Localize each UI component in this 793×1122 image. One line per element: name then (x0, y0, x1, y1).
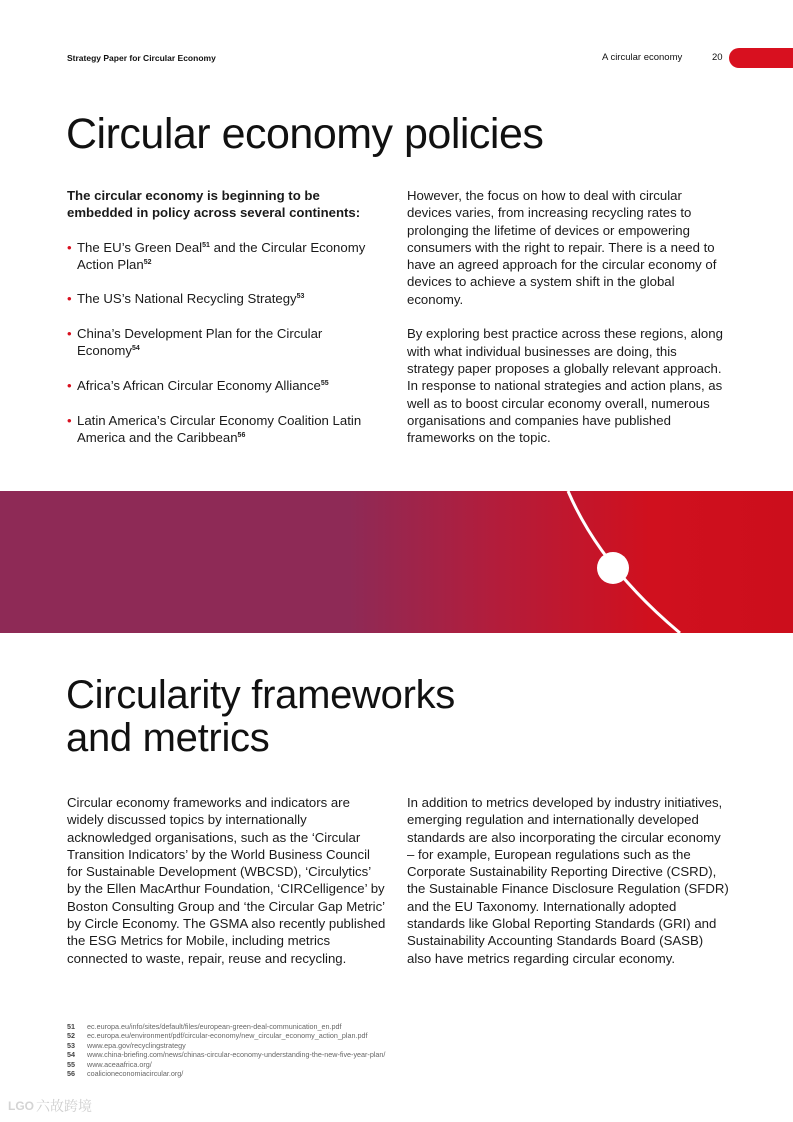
footnote: 51 ec.europa.eu/info/sites/default/files/european-green-deal-communication_en.pdf (67, 1022, 342, 1031)
footnote: 56 coalicioneconomiacircular.org/ (67, 1069, 184, 1079)
bullet-icon: • (67, 326, 72, 342)
bullet-icon: • (67, 377, 72, 393)
footnote: 54 www.china-briefing.com/news/chinas-circular-economy-understanding-the-new-five-year-plan/ (67, 1050, 386, 1060)
policies-right-column (407, 187, 727, 446)
footnote: 55 www.aceaafrica.org/ (67, 1059, 152, 1069)
footnote-link[interactable]: www.china-briefing.com/news/chinas-circular-economy-understanding-the-new-five-year-plan/ (87, 1050, 386, 1060)
frameworks-right-column (407, 794, 729, 967)
footnote-link[interactable]: ec.europa.eu/info/sites/default/files/european-green-deal-communication_en.pdf (87, 1022, 342, 1031)
footnote-ref: 56 (237, 431, 246, 439)
footnote: 53 www.epa.gov/recyclingstrategy (67, 1040, 186, 1050)
footnote-link[interactable]: www.epa.gov/recyclingstrategy (87, 1040, 186, 1050)
footnote: 52 ec.europa.eu/environment/pdf/circular-economy/new_circular_economy_action_plan.pdf (67, 1031, 368, 1041)
policies-intro: The circular economy is beginning to be embedded in policy across several continents: (67, 188, 361, 221)
policies-left-column (67, 187, 387, 463)
body-paragraph: Circular economy frameworks and indicators are widely discussed topics by internationally acknowledged organisations, such as the ‘Circular Transition Indicators’ by the World Business Council for Sustainable Development (WBCSD), ‘Circulytics’ by the Ellen MacArthur Foundation, ‘CIRCelligence’ by Boston Consulting Group and ‘the Circular Gap Metric’ by Circle Economy. The GSMA also recently published the ESG Metrics for Mobile, including metrics connected to waste, repair, reuse and recycling. (67, 795, 386, 966)
list-item: • The US’s National Recycling Strategy$^{53}$ (67, 291, 305, 307)
watermark (8, 1096, 92, 1116)
circle-node-icon (597, 552, 629, 584)
footnote-ref: 51 (202, 241, 210, 249)
footnote-ref: 55 (320, 379, 329, 387)
policies-heading: Circular economy policies (66, 110, 544, 158)
list-item: • Africa’s African Circular Economy Alliance$^{55}$ (67, 377, 329, 393)
bullet-icon: • (67, 412, 72, 428)
bullet-icon: • (67, 239, 72, 255)
footnote-ref: 52 (143, 258, 152, 266)
page-tab-accent (729, 48, 793, 68)
body-paragraph: In addition to metrics developed by industry initiatives, emerging regulation and internationally developed standards are also incorporating the circular economy – for example, European regulations such as the Corporate Sustainability Reporting Directive (CSRD), the Sustainable Finance Disclosure Regulation (SFDR) and the EU Taxonomy. Internationally adopted standards like Global Reporting Standards (GRI) and Sustainability Accounting Standards Board (SASB) also have metrics regarding circular economy. (407, 795, 729, 966)
decorative-banner (0, 491, 793, 633)
bullet-icon: • (67, 291, 72, 307)
footnote-link[interactable]: coalicioneconomiacircular.org/ (87, 1069, 184, 1079)
document-title: Strategy Paper for Circular Economy (67, 53, 216, 63)
policy-list (67, 239, 387, 447)
page-number: 20 (712, 52, 723, 63)
body-paragraph: However, the focus on how to deal with circular devices varies, from increasing recycling rates to prolonging the lifetime of devices or empowering consumers with the right to repair. There is a need to have an agreed approach for the circular economy of devices to achieve a system shift in the global economy. (407, 188, 717, 307)
list-item: • Latin America’s Circular Economy Coalition Latin America and the Caribbean$^{56}$ (67, 412, 362, 445)
watermark-logo: LGO (8, 1099, 34, 1113)
footnote-link[interactable]: ec.europa.eu/environment/pdf/circular-economy/new_circular_economy_action_plan.pdf (87, 1031, 368, 1041)
list-item: • The EU’s Green Deal$^{51}$ and the Circular Economy Action Plan$^{52}$ (67, 239, 366, 272)
body-paragraph: By exploring best practice across these regions, along with what individual businesses are doing, this strategy paper proposes a globally relevant approach. In response to national strategies and action plans, as well as to boost circular economy overall, numerous organisations and companies have published frameworks on the topic. (407, 326, 723, 446)
footnote-ref: 54 (131, 345, 140, 353)
footnote-link[interactable]: www.aceaafrica.org/ (87, 1059, 152, 1069)
footnote-ref: 53 (296, 293, 305, 301)
watermark-text: 六故跨境 (36, 1098, 92, 1114)
frameworks-heading: Circularity frameworks and metrics (66, 673, 456, 760)
list-item: • China’s Development Plan for the Circular Economy$^{54}$ (67, 326, 323, 359)
circular-arc-graphic (0, 491, 793, 633)
frameworks-left-column (67, 794, 387, 967)
footnotes (67, 1022, 385, 1078)
section-label: A circular economy (602, 52, 683, 63)
